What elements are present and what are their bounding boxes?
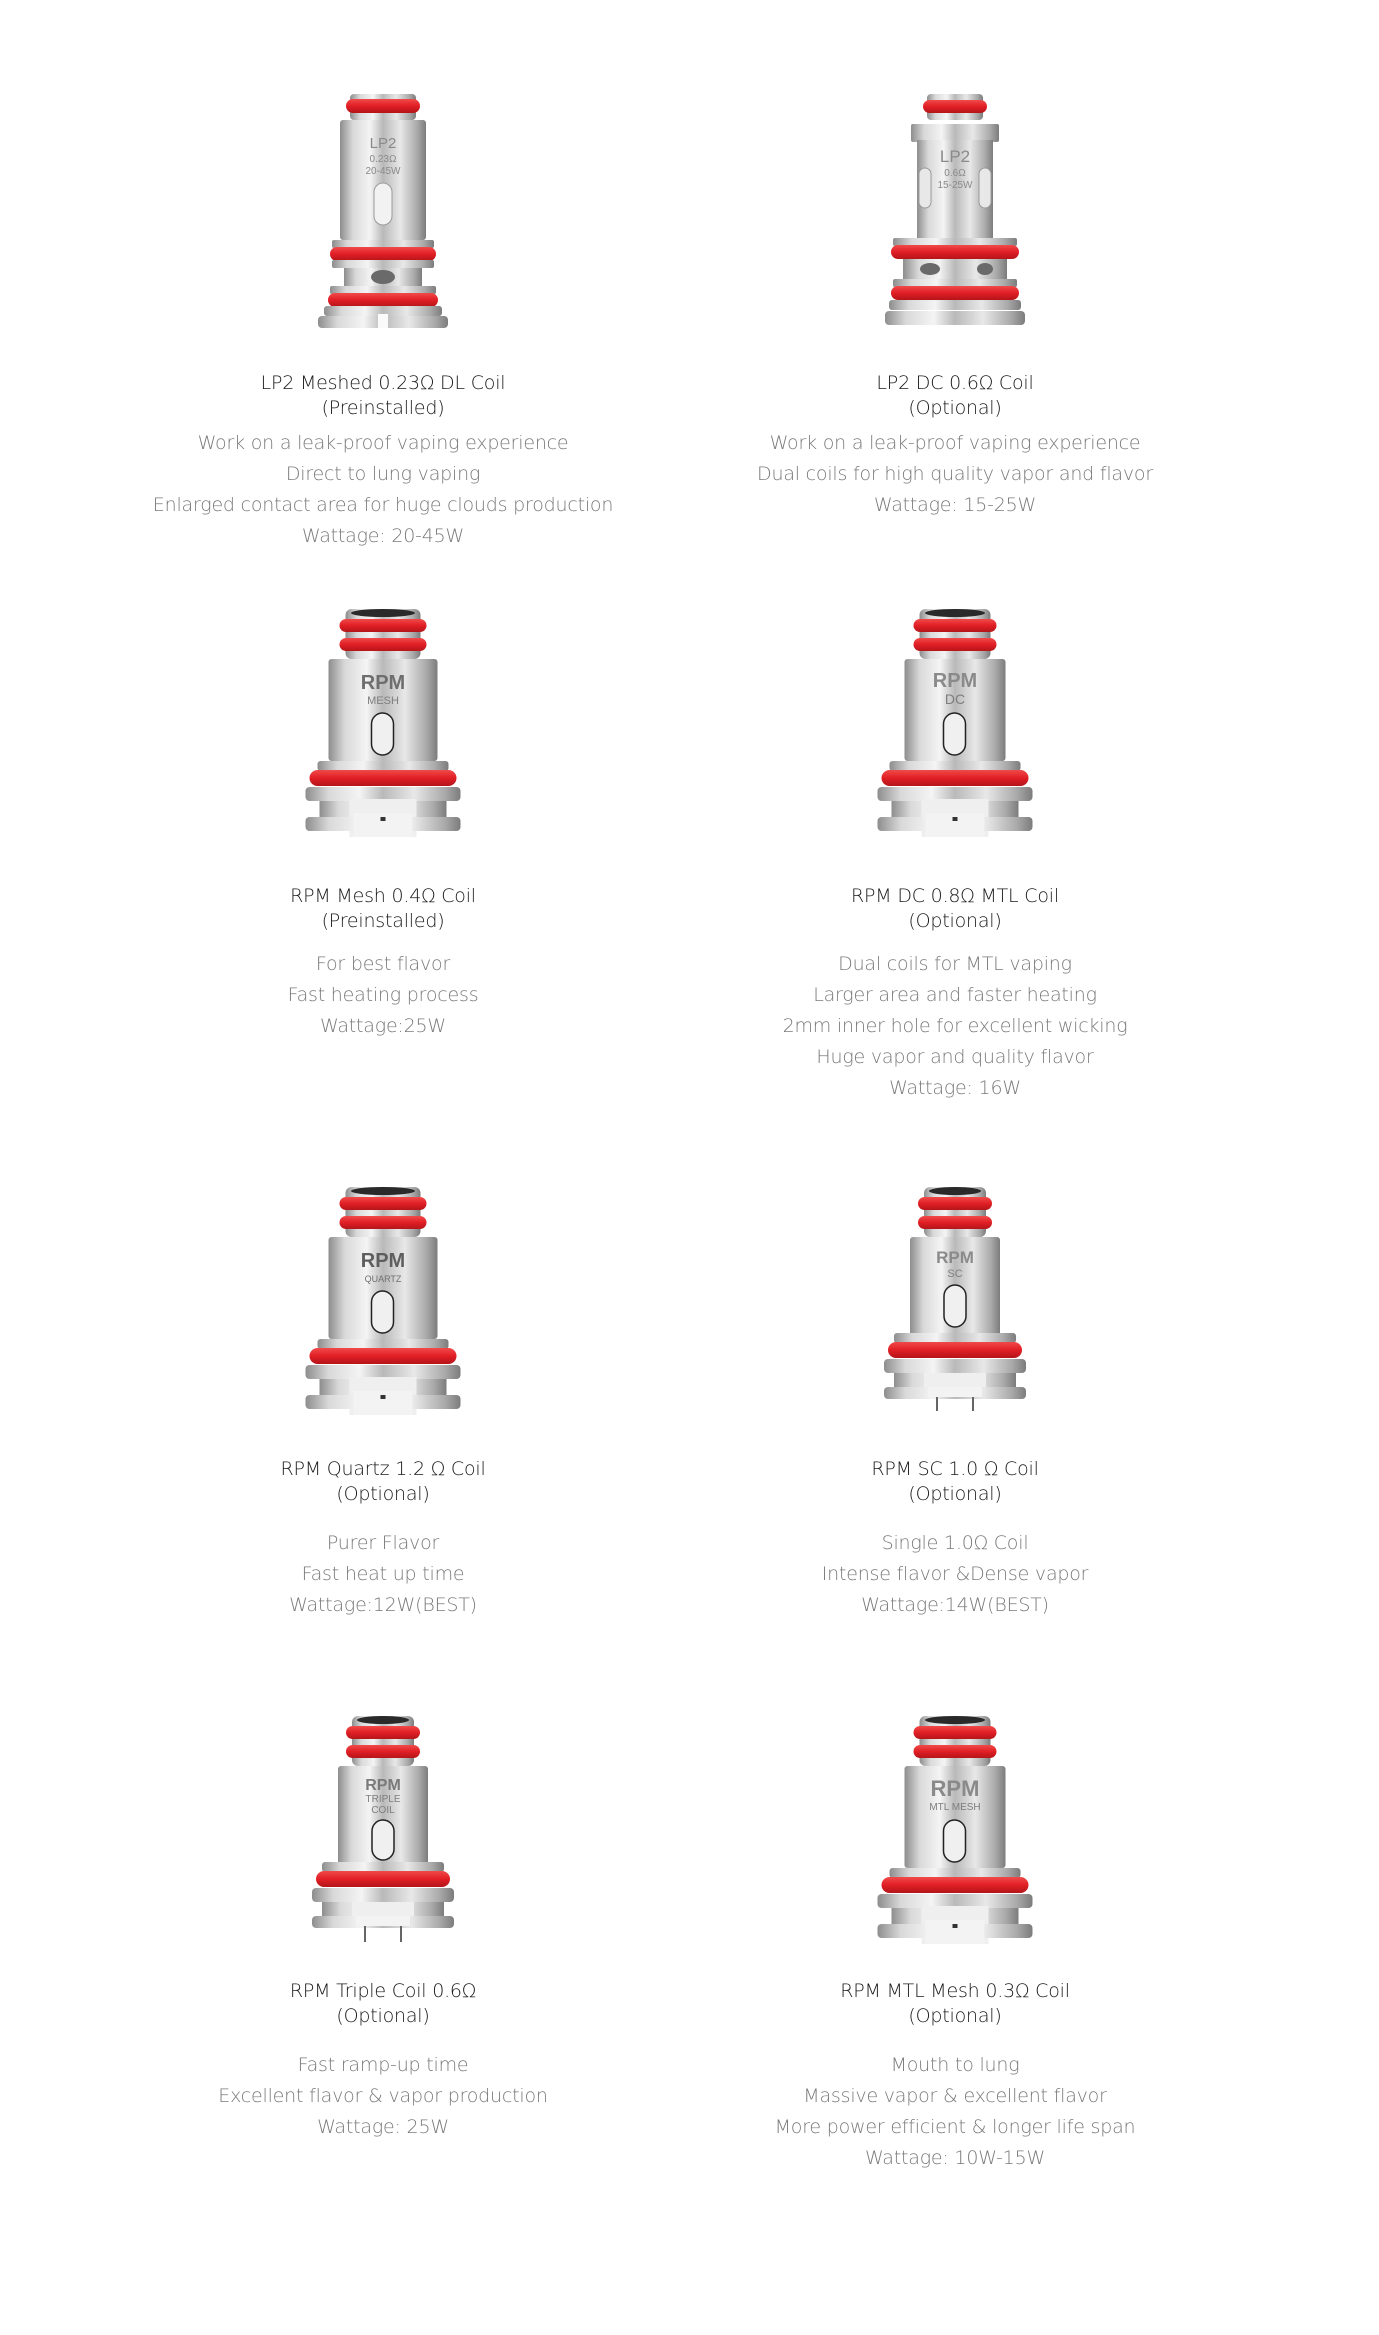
coil-features bbox=[675, 428, 1235, 521]
feature-line: Single 1.0Ω Coil bbox=[881, 1532, 1029, 1554]
feature-line: Wattage: 16W bbox=[889, 1077, 1021, 1099]
feature-line: Wattage:25W bbox=[319, 1015, 446, 1037]
svg-text:RPM: RPM bbox=[936, 1248, 974, 1267]
coil-status: (Preinstalled) bbox=[321, 910, 445, 932]
feature-line: Wattage:14W(BEST) bbox=[861, 1594, 1049, 1616]
coil-features bbox=[675, 1528, 1235, 1621]
svg-text:0.6Ω: 0.6Ω bbox=[944, 168, 966, 179]
feature-line: Wattage: 20-45W bbox=[301, 525, 465, 547]
feature-line: Larger area and faster heating bbox=[813, 984, 1097, 1006]
feature-line: Enlarged contact area for huge clouds production bbox=[152, 494, 614, 516]
feature-line: Mouth to lung bbox=[890, 2054, 1020, 2076]
rpm-quartz-coil-image bbox=[306, 1183, 461, 1415]
feature-line: Direct to lung vaping bbox=[285, 463, 481, 485]
svg-text:COIL: COIL bbox=[371, 1805, 395, 1816]
feature-line: Huge vapor and quality flavor bbox=[816, 1046, 1094, 1068]
coil-title: RPM SC 1.0 Ω Coil bbox=[871, 1458, 1039, 1480]
coil-features bbox=[103, 1528, 663, 1621]
svg-text:SC: SC bbox=[947, 1268, 963, 1280]
feature-line: More power efficient & longer life span bbox=[774, 2116, 1136, 2138]
coil-status: (Optional) bbox=[336, 2005, 430, 2027]
svg-text:RPM: RPM bbox=[932, 670, 978, 692]
feature-line: Massive vapor & excellent flavor bbox=[803, 2085, 1107, 2107]
feature-line: Intense flavor &Dense vapor bbox=[821, 1563, 1089, 1585]
svg-text:DC: DC bbox=[944, 691, 966, 707]
rpm-mtl-mesh-coil-image bbox=[878, 1712, 1033, 1944]
feature-line: Wattage: 10W-15W bbox=[864, 2147, 1046, 2169]
feature-line: Work on a leak-proof vaping experience bbox=[769, 432, 1141, 454]
svg-text:MTL MESH: MTL MESH bbox=[929, 1802, 981, 1813]
feature-line: Wattage:12W(BEST) bbox=[289, 1594, 477, 1616]
feature-line: Purer Flavor bbox=[326, 1532, 440, 1554]
svg-text:LP2: LP2 bbox=[939, 147, 971, 166]
feature-line: Work on a leak-proof vaping experience bbox=[197, 432, 569, 454]
coil-title: LP2 Meshed 0.23Ω DL Coil bbox=[260, 372, 506, 394]
svg-text:RPM: RPM bbox=[365, 1777, 401, 1794]
rpm-sc-coil-image bbox=[880, 1183, 1030, 1415]
svg-text:20-45W: 20-45W bbox=[365, 166, 401, 177]
coil-status: (Optional) bbox=[908, 397, 1002, 419]
coil-features bbox=[675, 949, 1235, 1104]
feature-line: Wattage: 25W bbox=[317, 2116, 449, 2138]
rpm-mesh-coil-image bbox=[306, 605, 461, 837]
feature-line: Fast ramp-up time bbox=[297, 2054, 469, 2076]
svg-text:15-25W: 15-25W bbox=[937, 180, 973, 191]
coil-title: RPM DC 0.8Ω MTL Coil bbox=[851, 885, 1059, 907]
svg-text:QUARTZ: QUARTZ bbox=[364, 1274, 402, 1284]
coil-status: (Optional) bbox=[908, 1483, 1002, 1505]
coil-status: (Preinstalled) bbox=[321, 397, 445, 419]
feature-line: Dual coils for MTL vaping bbox=[838, 953, 1072, 975]
feature-line: 2mm inner hole for excellent wicking bbox=[782, 1015, 1128, 1037]
feature-line: For best flavor bbox=[315, 953, 451, 975]
svg-text:RPM: RPM bbox=[930, 1776, 980, 1801]
coil-title: LP2 DC 0.6Ω Coil bbox=[876, 372, 1034, 394]
rpm-triple-coil-image bbox=[308, 1712, 458, 1944]
coil-features bbox=[103, 2050, 663, 2143]
coil-features bbox=[103, 428, 663, 552]
lp2-label-icon: LP2 bbox=[369, 135, 397, 152]
coil-status: (Optional) bbox=[336, 1483, 430, 1505]
feature-line: Wattage: 15-25W bbox=[873, 494, 1037, 516]
coil-status: (Optional) bbox=[908, 910, 1002, 932]
feature-line: Dual coils for high quality vapor and flavor bbox=[757, 463, 1153, 485]
svg-text:0.23Ω: 0.23Ω bbox=[369, 154, 397, 165]
coil-title: RPM Quartz 1.2 Ω Coil bbox=[280, 1458, 486, 1480]
coil-status: (Optional) bbox=[908, 2005, 1002, 2027]
coil-title: RPM MTL Mesh 0.3Ω Coil bbox=[840, 1980, 1070, 2002]
svg-text:RPM: RPM bbox=[360, 1250, 406, 1272]
feature-line: Fast heat up time bbox=[301, 1563, 465, 1585]
svg-text:MESH: MESH bbox=[367, 695, 399, 707]
lp2-dc-coil-image bbox=[885, 90, 1025, 335]
rpm-dc-coil-image bbox=[878, 605, 1033, 837]
coil-title: RPM Triple Coil 0.6Ω bbox=[289, 1980, 477, 2002]
feature-line: Excellent flavor & vapor production bbox=[218, 2085, 548, 2107]
coil-title: RPM Mesh 0.4Ω Coil bbox=[290, 885, 476, 907]
coil-features bbox=[103, 949, 663, 1042]
svg-text:TRIPLE: TRIPLE bbox=[365, 1794, 401, 1805]
lp2-meshed-coil-image bbox=[318, 90, 448, 335]
coil-features bbox=[675, 2050, 1235, 2174]
svg-text:RPM: RPM bbox=[360, 672, 406, 694]
feature-line: Fast heating process bbox=[287, 984, 479, 1006]
